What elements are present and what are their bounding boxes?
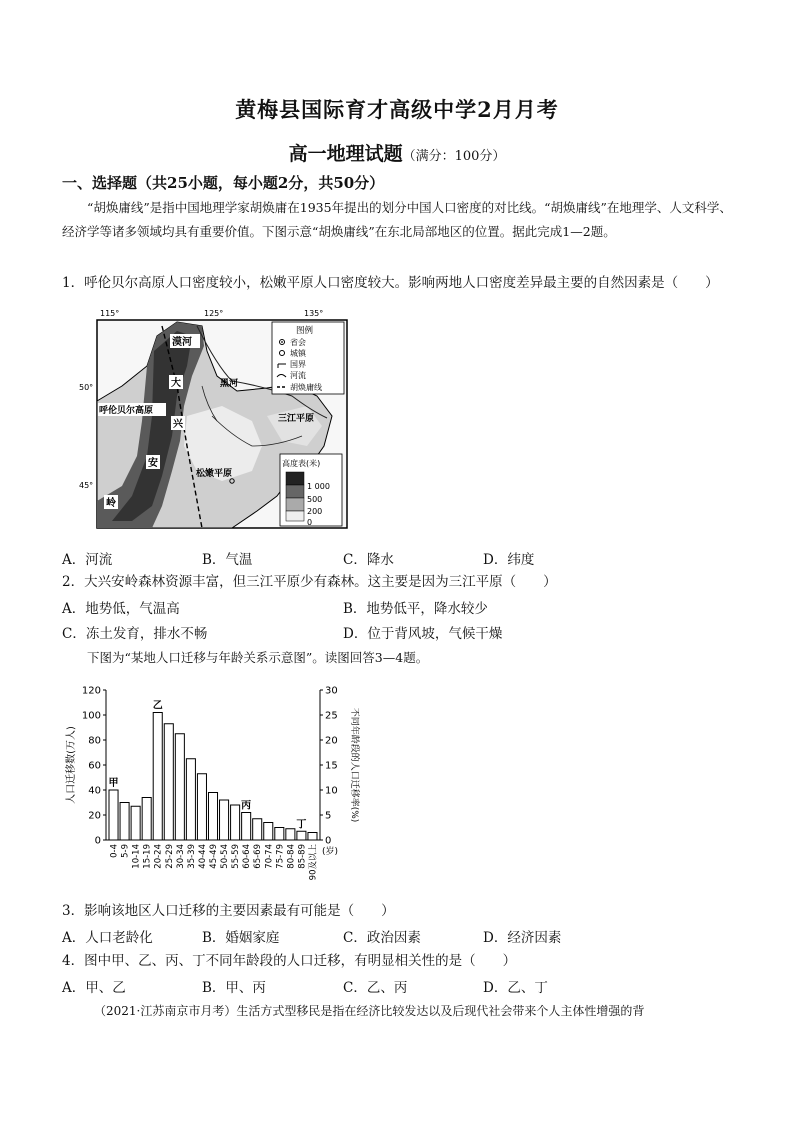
- intro-paragraph-2: 下图为“某地人口迁移与年龄关系示意图”。读图回答3—4题。: [87, 650, 429, 665]
- bar-30-34: [175, 734, 184, 840]
- q1-option-c: C．降水: [343, 552, 394, 568]
- q3-option-a: A．人口老龄化: [62, 930, 153, 946]
- y2-axis-title: 不同年龄段的人口迁移率(%): [349, 707, 359, 823]
- y-tick-label: 0: [94, 835, 101, 847]
- y2-tick-label: 25: [325, 710, 338, 722]
- x-tick-label: 20-24: [153, 844, 164, 869]
- x-tick-label: 30-34: [175, 844, 186, 869]
- x-tick-label: 70-74: [264, 844, 275, 869]
- y-tick-label: 60: [88, 760, 101, 772]
- place-an: 安: [148, 458, 158, 469]
- x-tick-label: 75-79: [275, 844, 286, 869]
- y2-tick-label: 10: [325, 785, 338, 797]
- legend-border: 国界: [290, 360, 306, 369]
- q4-option-d: D．乙、丁: [483, 980, 548, 996]
- migration-age-chart: [62, 676, 362, 894]
- question-2-stem: 2．大兴安岭森林资源丰富，但三江平原少有森林。这主要是因为三江平原（ ）: [62, 574, 557, 590]
- x-tick-label: 0-4: [109, 844, 120, 858]
- place-ling: 岭: [106, 498, 116, 509]
- bar-55-59: [231, 805, 240, 840]
- intro-paragraph-1: “胡焕庸线”是指中国地理学家胡焕庸在1935年提出的划分中国人口密度的对比线。“胡焕庸线”在地理学、人文科学、经济学等诸多领域均具有重要价值。下图示意“胡焕庸线”在东北局部地区的位置。据此完成1—2题。: [62, 200, 732, 239]
- q4-option-a: A．甲、乙: [62, 980, 126, 996]
- q4-option-b: B．甲、丙: [202, 980, 266, 996]
- elev-0: 0: [307, 518, 313, 527]
- bar-75-79: [275, 828, 284, 841]
- annotation-乙: 乙: [152, 700, 163, 712]
- x-tick-label: 80-84: [286, 844, 297, 869]
- place-songnen: 松嫩平原: [196, 469, 233, 479]
- x-tick-label: 55-59: [231, 844, 242, 869]
- bar-20-24: [153, 713, 162, 841]
- y-tick-label: 80: [88, 735, 101, 747]
- y2-tick-label: 30: [325, 685, 338, 697]
- elev-500: 500: [307, 495, 323, 504]
- bar-50-54: [220, 800, 229, 840]
- bar-5-9: [120, 803, 129, 841]
- lon-label-135: 135°: [304, 309, 324, 318]
- q1-option-b: B．气温: [202, 552, 253, 568]
- elev-200: 200: [307, 507, 323, 516]
- x-tick-label: 15-19: [142, 844, 153, 869]
- q3-option-b: B．婚姻家庭: [202, 930, 280, 946]
- bar-45-49: [208, 793, 217, 841]
- exam-title-text: 高一地理试题: [288, 143, 403, 165]
- question-3-stem: 3．影响该地区人口迁移的主要因素最有可能是（ ）: [62, 903, 395, 919]
- annotation-丙: 丙: [241, 800, 252, 812]
- q2-option-b: B．地势低平，降水较少: [343, 601, 488, 617]
- bar-35-39: [186, 759, 195, 840]
- place-da: 大: [171, 378, 181, 389]
- bar-60-64: [242, 813, 251, 841]
- x-unit-label: (岁): [322, 847, 339, 857]
- bar-70-74: [264, 823, 273, 841]
- x-tick-label: 40-44: [197, 844, 208, 869]
- y-axis-title: 人口迁移数(万人): [66, 726, 77, 804]
- bar-0-4: [109, 790, 118, 840]
- bar-25-29: [164, 724, 173, 840]
- bar-10-14: [131, 806, 140, 840]
- x-tick-label: 45-49: [209, 844, 219, 869]
- section-title: 一、选择题（共25小题，每小题2分，共50分）: [62, 174, 385, 192]
- q3-option-c: C．政治因素: [343, 930, 421, 946]
- legend-hu-line: 胡焕庸线: [290, 383, 322, 392]
- bar-15-19: [142, 798, 151, 841]
- legend-river: 河流: [290, 371, 306, 380]
- x-tick-label: 50-54: [220, 844, 231, 869]
- place-sanjiang: 三江平原: [278, 414, 315, 424]
- lat-label-45: 45°: [79, 481, 94, 490]
- northeast-map: [79, 306, 352, 530]
- y-tick-label: 120: [81, 685, 101, 697]
- y-tick-label: 100: [81, 710, 101, 722]
- x-tick-label: 35-39: [186, 844, 197, 869]
- question-1-stem: 1．呼伦贝尔高原人口密度较小，松嫩平原人口密度较大。影响两地人口密度差异最主要的自然因素是（ ）: [62, 275, 719, 291]
- bar-90及以上: [308, 833, 317, 841]
- q1-option-a: A．河流: [62, 552, 113, 568]
- q2-option-a: A．地势低，气温高: [62, 601, 180, 617]
- place-mohe: 漠河: [172, 337, 192, 348]
- footer-paragraph: （2021·江苏南京市月考）生活方式型移民是指在经济比较发达以及后现代社会带来个人主体性增强的背: [94, 1004, 645, 1018]
- y2-tick-label: 15: [325, 760, 338, 772]
- bar-40-44: [197, 774, 206, 840]
- y2-tick-label: 5: [325, 810, 332, 822]
- place-heihe: 黑河: [220, 379, 239, 389]
- q3-option-d: D．经济因素: [483, 930, 562, 946]
- place-hulunbuir: 呼伦贝尔高原: [99, 406, 154, 416]
- x-tick-label: 60-64: [242, 844, 253, 869]
- q2-option-c: C．冻土发育，排水不畅: [62, 626, 208, 642]
- place-xing: 兴: [173, 419, 183, 430]
- y-tick-label: 40: [88, 785, 101, 797]
- school-title: 黄梅县国际育才高级中学2月月考: [235, 97, 559, 122]
- legend-capital: 省会: [290, 338, 306, 347]
- y-tick-label: 20: [88, 810, 101, 822]
- question-4-stem: 4．图中甲、乙、丙、丁不同年龄段的人口迁移，有明显相关性的是（ ）: [62, 953, 517, 969]
- bar-80-84: [286, 829, 295, 840]
- legend-town: 城镇: [290, 349, 306, 358]
- x-tick-label: 85-89: [297, 844, 308, 869]
- x-tick-label: 5-9: [120, 844, 131, 858]
- y2-tick-label: 0: [325, 835, 332, 847]
- annotation-甲: 甲: [108, 778, 119, 789]
- elev-1000: 1 000: [307, 482, 330, 491]
- lon-label-125: 125°: [204, 309, 224, 318]
- bar-85-89: [297, 831, 306, 840]
- q2-option-d: D．位于背风坡，气候干燥: [343, 626, 503, 642]
- y2-tick-label: 20: [325, 735, 338, 747]
- lat-label-50: 50°: [79, 383, 94, 392]
- lon-label-115: 115°: [100, 309, 120, 318]
- bar-65-69: [253, 819, 262, 840]
- exam-title: [0, 139, 794, 166]
- elev-title: 高度表(米): [282, 459, 321, 468]
- legend-title: 图例: [296, 326, 314, 336]
- annotation-丁: 丁: [296, 819, 307, 831]
- full-score: （满分：100分）: [402, 149, 506, 164]
- q4-option-c: C．乙、丙: [343, 980, 408, 996]
- x-tick-label: 25-29: [164, 844, 175, 869]
- x-tick-label: 10-14: [131, 844, 142, 869]
- x-tick-label: 90及以上: [308, 844, 319, 881]
- q1-option-d: D．纬度: [483, 552, 535, 568]
- x-tick-label: 65-69: [253, 844, 264, 869]
